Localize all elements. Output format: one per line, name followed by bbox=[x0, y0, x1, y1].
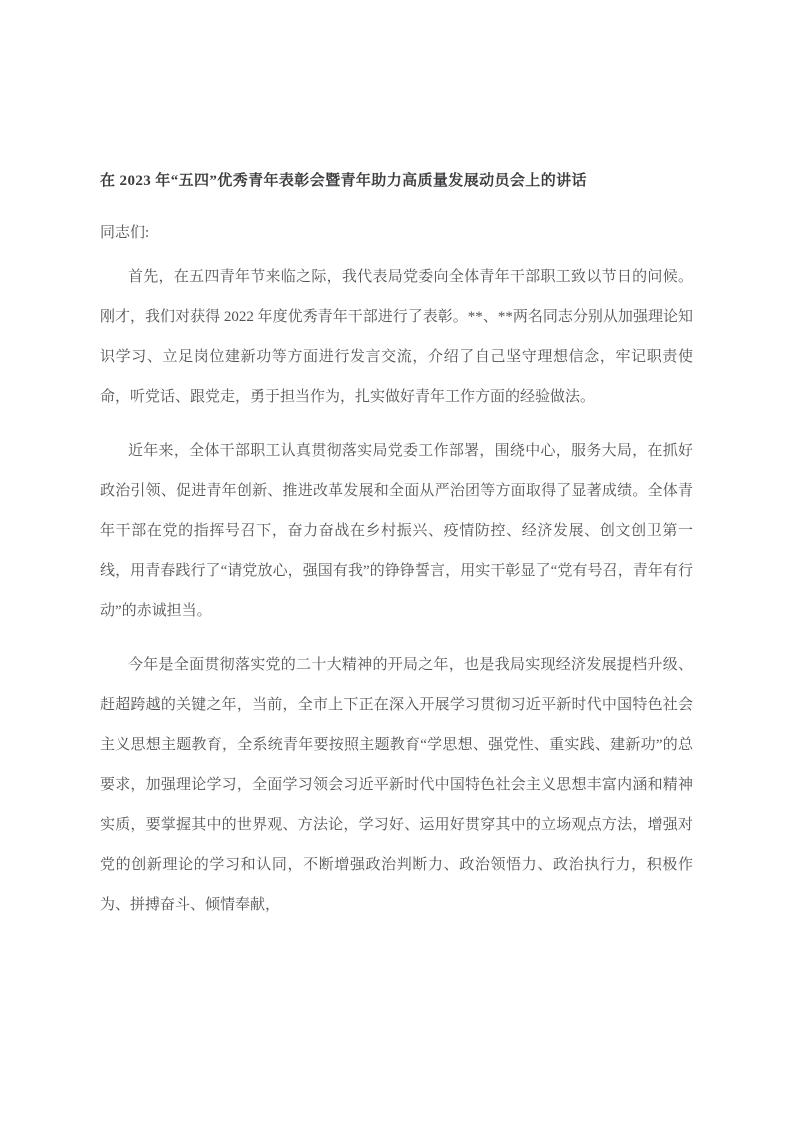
paragraph-1: 首先，在五四青年节来临之际，我代表局党委向全体青年干部职工致以节日的问候。刚才，我们对获得 2022 年度优秀青年干部进行了表彰。**、**两名同志分别从加强理论知识学习、立足岗位建新功等方面进行发言交流，介绍了自己坚守理想信念，牢记职责使命，听党话、跟党走，勇于担当作为，扎实做好青年工作方面的经验做法。 bbox=[100, 269, 693, 405]
salutation: 同志们: bbox=[100, 225, 150, 241]
paragraph-2: 近年来，全体干部职工认真贯彻落实局党委工作部署，围绕中心，服务大局，在抓好政治引领、促进青年创新、推进改革发展和全面从严治团等方面取得了显著成绩。全体青年干部在党的指挥号召下，奋力奋战在乡村振兴、疫情防控、经济发展、创文创卫第一线，用青春践行了“请党放心，强国有我”的铮铮誓言，用实干彰显了“党有号召，青年有行动”的赤诚担当。 bbox=[100, 443, 693, 619]
document-title: 在 2023 年“五四”优秀青年表彰会暨青年助力高质量发展动员会上的讲话 bbox=[100, 173, 587, 189]
paragraph-3: 今年是全面贯彻落实党的二十大精神的开局之年，也是我局实现经济发展提档升级、赶超跨越的关键之年，当前，全市上下正在深入开展学习贯彻习近平新时代中国特色社会主义思想主题教育，全系统青年要按照主题教育“学思想、强党性、重实践、建新功”的总要求，加强理论学习，全面学习领会习近平新时代中国特色社会主义思想丰富内涵和精神实质，要掌握其中的世界观、方法论，学习好、运用好贯穿其中的立场观点方法，增强对党的创新理论的学习和认同，不断增强政治判断力、政治领悟力、政治执行力，积极作为、拼搏奋斗、倾情奉献， bbox=[100, 657, 693, 913]
